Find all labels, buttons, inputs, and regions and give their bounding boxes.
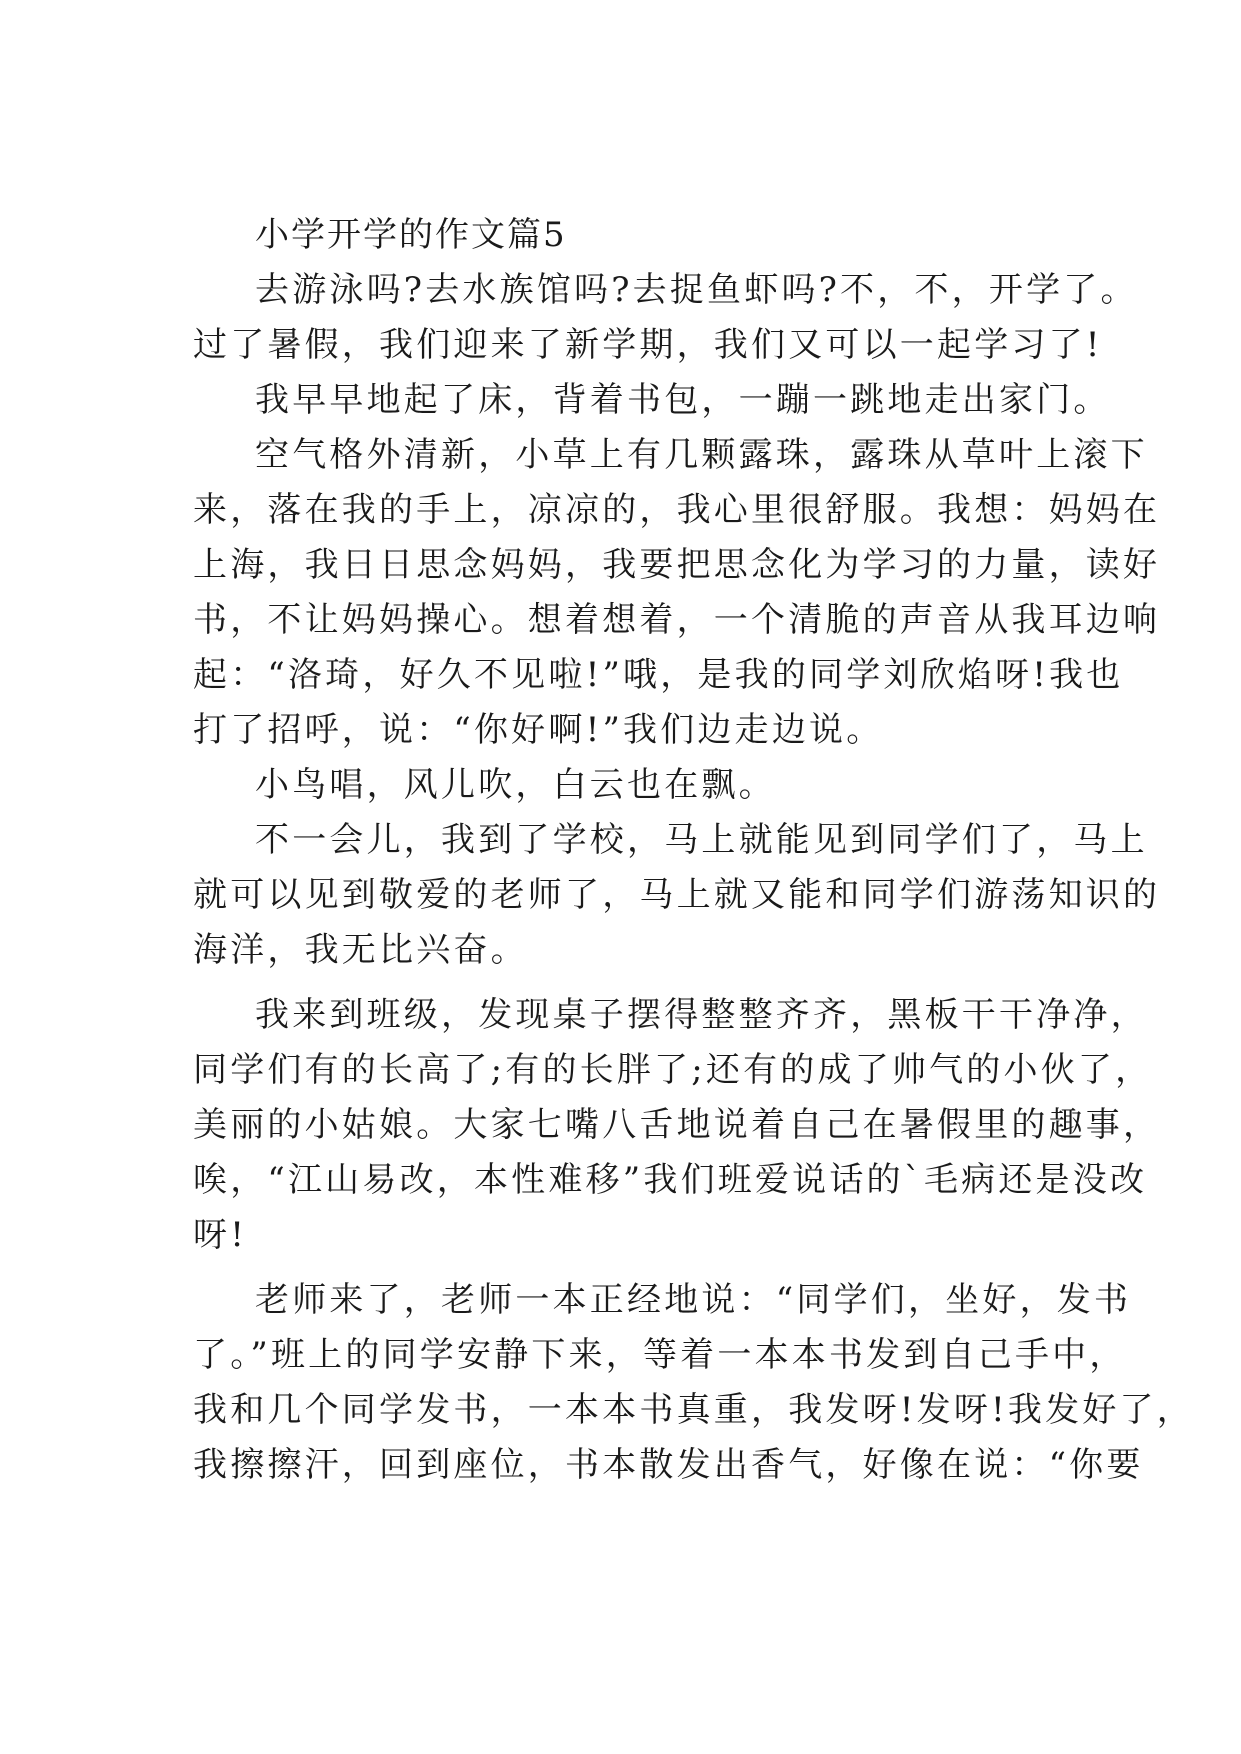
paragraph-6-line-2: 同学们有的长高了;有的长胖了;还有的成了帅气的小伙了， [193, 1050, 1153, 1090]
paragraph-3-line-2: 来，落在我的手上，凉凉的，我心里很舒服。我想：妈妈在 [193, 490, 1161, 530]
paragraph-1-line-2: 过了暑假，我们迎来了新学期，我们又可以一起学习了! [193, 325, 1103, 365]
paragraph-5-line-2: 就可以见到敬爱的老师了，马上就又能和同学们游荡知识的 [193, 875, 1161, 915]
paragraph-7-line-3: 我和几个同学发书，一本本书真重，我发呀!发呀!我发好了， [193, 1390, 1194, 1430]
essay-title: 小学开学的作文篇5 [255, 215, 567, 255]
paragraph-6-line-4: 唉，“江山易改，本性难移”我们班爱说话的`毛病还是没改 [193, 1160, 1148, 1200]
paragraph-3-line-6: 打了招呼，说：“你好啊!”我们边走边说。 [193, 710, 884, 750]
paragraph-6-line-5: 呀! [193, 1215, 248, 1255]
paragraph-5-line-1: 不一会儿，我到了学校，马上就能见到同学们了，马上 [255, 820, 1148, 860]
paragraph-7-line-2: 了。”班上的同学安静下来，等着一本本书发到自己手中， [193, 1335, 1127, 1375]
paragraph-3-line-1: 空气格外清新，小草上有几颗露珠，露珠从草叶上滚下 [255, 435, 1148, 475]
paragraph-4-line-1: 小鸟唱，风儿吹，白云也在飘。 [255, 765, 776, 805]
paragraph-3-line-4: 书，不让妈妈操心。想着想着，一个清脆的声音从我耳边响 [193, 600, 1161, 640]
paragraph-3-line-5: 起：“洛琦，好久不见啦!”哦，是我的同学刘欣焰呀!我也 [193, 655, 1124, 695]
paragraph-6-line-3: 美丽的小姑娘。大家七嘴八舌地说着自己在暑假里的趣事， [193, 1105, 1161, 1145]
paragraph-6-line-1: 我来到班级，发现桌子摆得整整齐齐，黑板干干净净， [255, 995, 1148, 1035]
paragraph-5-line-3: 海洋，我无比兴奋。 [193, 930, 528, 970]
paragraph-3-line-3: 上海，我日日思念妈妈，我要把思念化为学习的力量，读好 [193, 545, 1161, 585]
paragraph-1-line-1: 去游泳吗?去水族馆吗?去捉鱼虾吗?不，不，开学了。 [255, 270, 1138, 310]
paragraph-7-line-1: 老师来了，老师一本正经地说：“同学们，坐好，发书 [255, 1280, 1132, 1320]
paragraph-7-line-4: 我擦擦汗，回到座位，书本散发出香气，好像在说：“你要 [193, 1445, 1144, 1485]
paragraph-2-line-1: 我早早地起了床，背着书包，一蹦一跳地走出家门。 [255, 380, 1111, 420]
